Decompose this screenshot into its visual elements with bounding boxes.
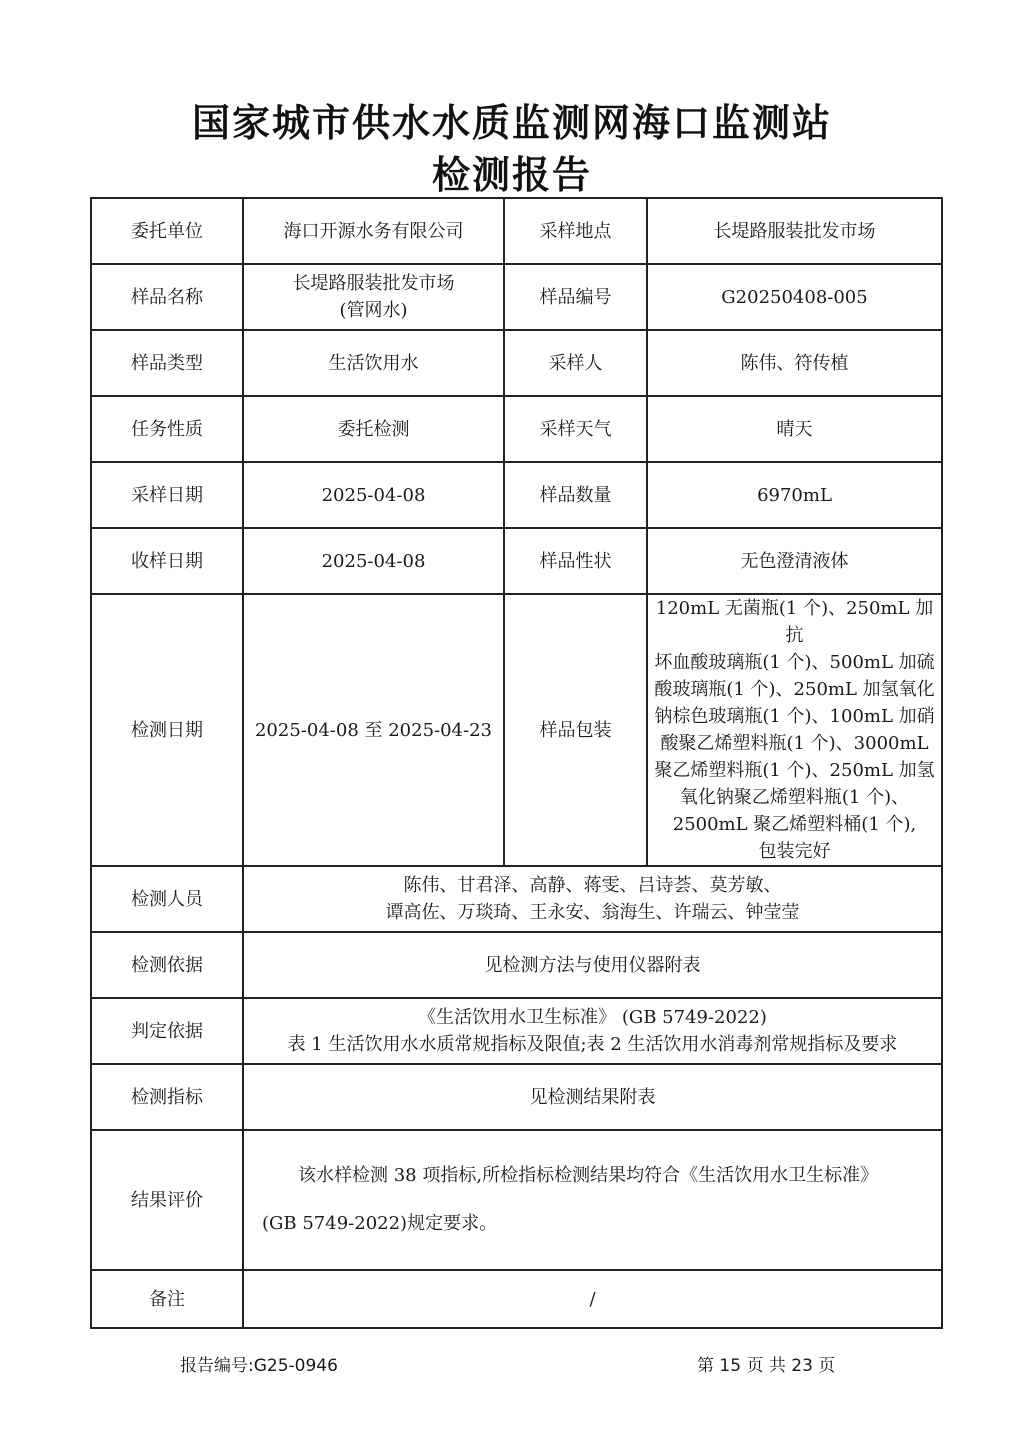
task-label: 任务性质 xyxy=(91,396,243,462)
judgement-line1: 《生活饮用水卫生标准》 (GB 5749-2022) xyxy=(418,1007,767,1028)
table-row xyxy=(91,1270,942,1328)
package-line: 包装完好 xyxy=(758,841,831,862)
weather-value: 晴天 xyxy=(647,396,942,462)
package-line: 氧化钠聚乙烯塑料瓶(1 个)、 xyxy=(679,787,910,808)
package-line: 120mL 无菌瓶(1 个)、250mL 加抗 xyxy=(655,598,934,646)
testers-label: 检测人员 xyxy=(91,866,243,932)
table-row xyxy=(91,396,942,462)
indicators-label: 检测指标 xyxy=(91,1064,243,1130)
sample-no-value: G20250408-005 xyxy=(647,264,942,330)
basis-label: 检测依据 xyxy=(91,932,243,998)
sample-type-label: 样品类型 xyxy=(91,330,243,396)
site-value: 长堤路服装批发市场 xyxy=(647,198,942,264)
test-date-value: 2025-04-08 至 2025-04-23 xyxy=(243,594,504,866)
package-line: 2500mL 聚乙烯塑料桶(1 个), xyxy=(672,814,917,835)
indicators-value: 见检测结果附表 xyxy=(243,1064,942,1130)
sample-name-line1: 长堤路服装批发市场 xyxy=(292,273,455,294)
table-row xyxy=(91,998,942,1064)
judgement-value xyxy=(243,998,942,1064)
sample-name-value xyxy=(243,264,504,330)
table-row xyxy=(91,866,942,932)
table-row xyxy=(91,594,942,866)
evaluation-line1 xyxy=(262,1152,923,1200)
appearance-value: 无色澄清液体 xyxy=(647,528,942,594)
table-row xyxy=(91,330,942,396)
table-row xyxy=(91,1064,942,1130)
report-subtitle: 检测报告 xyxy=(431,153,592,197)
basis-value: 见检测方法与使用仪器附表 xyxy=(243,932,942,998)
appearance-label: 样品性状 xyxy=(504,528,647,594)
weather-label: 采样天气 xyxy=(504,396,647,462)
remarks-value: / xyxy=(243,1270,942,1328)
quantity-label: 样品数量 xyxy=(504,462,647,528)
package-line: 酸玻璃瓶(1 个)、250mL 加氢氧化 xyxy=(654,679,935,700)
report-number: 报告编号:G25-0946 xyxy=(180,1356,338,1376)
judgement-label: 判定依据 xyxy=(91,998,243,1064)
testers-value xyxy=(243,866,942,932)
evaluation-label: 结果评价 xyxy=(91,1130,243,1270)
package-line: 酸聚乙烯塑料瓶(1 个)、3000mL xyxy=(660,733,929,754)
package-line: 钠棕色玻璃瓶(1 个)、100mL 加硝 xyxy=(654,706,935,727)
sample-name-label: 样品名称 xyxy=(91,264,243,330)
sample-name-line2: (管网水) xyxy=(339,300,408,321)
table-row xyxy=(91,462,942,528)
sampler-label: 采样人 xyxy=(504,330,647,396)
evaluation-line2: (GB 5749-2022)规定要求。 xyxy=(262,1213,498,1234)
report-title: 国家城市供水水质监测网海口监测站 xyxy=(191,101,832,145)
test-date-label: 检测日期 xyxy=(91,594,243,866)
package-label: 样品包装 xyxy=(504,594,647,866)
testers-line2: 谭高佐、万琰琦、王永安、翁海生、许瑞云、钟莹莹 xyxy=(385,902,800,923)
quantity-value: 6970mL xyxy=(647,462,942,528)
client-value: 海口开源水务有限公司 xyxy=(243,198,504,264)
sample-no-label: 样品编号 xyxy=(504,264,647,330)
receipt-date-value: 2025-04-08 xyxy=(243,528,504,594)
report-table xyxy=(90,197,943,1329)
table-row xyxy=(91,1130,942,1270)
package-line: 聚乙烯塑料瓶(1 个)、250mL 加氢 xyxy=(654,760,935,781)
sampling-date-value: 2025-04-08 xyxy=(243,462,504,528)
table-row xyxy=(91,198,942,264)
table-row xyxy=(91,264,942,330)
table-row xyxy=(91,528,942,594)
sample-type-value: 生活饮用水 xyxy=(243,330,504,396)
package-line: 坏血酸玻璃瓶(1 个)、500mL 加硫 xyxy=(654,652,935,673)
task-value: 委托检测 xyxy=(243,396,504,462)
evaluation-text1: 该水样检测 38 项指标,所检指标检测结果均符合《生活饮用水卫生标准》 xyxy=(298,1165,879,1186)
site-label: 采样地点 xyxy=(504,198,647,264)
package-value xyxy=(647,594,942,866)
remarks-label: 备注 xyxy=(91,1270,243,1328)
table-row xyxy=(91,932,942,998)
evaluation-value xyxy=(243,1130,942,1270)
page-indicator: 第 15 页 共 23 页 xyxy=(697,1356,836,1376)
client-label: 委托单位 xyxy=(91,198,243,264)
testers-line1: 陈伟、甘君泽、高静、蒋雯、吕诗荟、莫芳敏、 xyxy=(403,875,782,896)
judgement-line2: 表 1 生活饮用水水质常规指标及限值;表 2 生活饮用水消毒剂常规指标及要求 xyxy=(287,1034,898,1055)
sampling-date-label: 采样日期 xyxy=(91,462,243,528)
sampler-value: 陈伟、符传植 xyxy=(647,330,942,396)
receipt-date-label: 收样日期 xyxy=(91,528,243,594)
